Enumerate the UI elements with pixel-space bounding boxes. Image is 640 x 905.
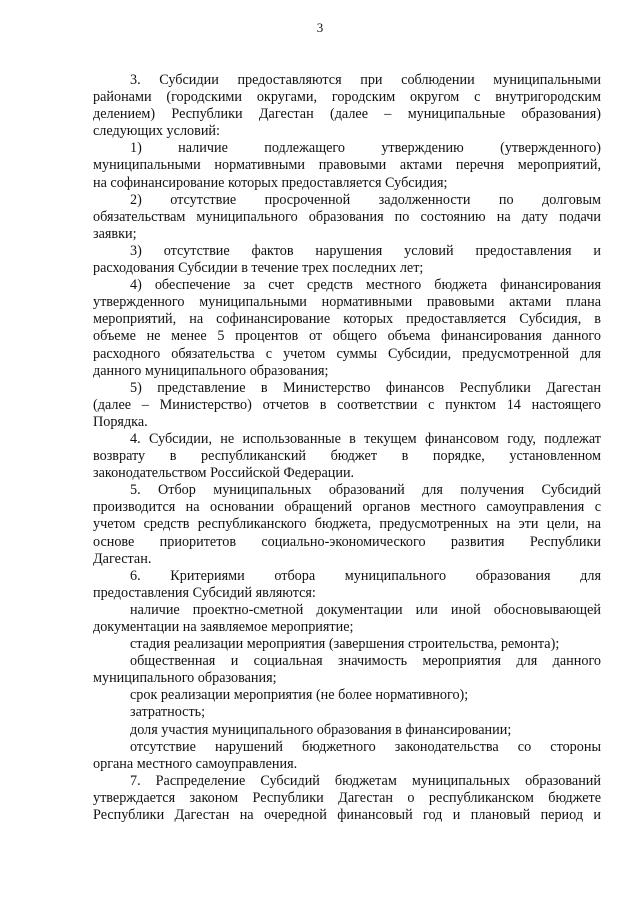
paragraph-line: предоставления Субсидий являются:: [93, 584, 316, 601]
paragraph-line: производится на основании обращений органов местного самоуправления с: [93, 499, 601, 516]
paragraph-line: 5. Отбор муниципальных образований для получения Субсидий: [130, 482, 601, 499]
paragraph-line: учетом средств республиканского бюджета, предусмотренных на эти цели, на: [93, 516, 601, 533]
paragraph-line: Порядка.: [93, 413, 148, 430]
condition-4: [93, 277, 601, 380]
paragraph-line: 4) обеспечение за счет средств местного бюджета финансирования: [130, 277, 601, 294]
paragraph-line: обязательствам муниципального образования по состоянию на дату подачи: [93, 208, 601, 225]
paragraph-line: 1) наличие подлежащего утверждению (утвержденного): [130, 140, 601, 157]
paragraph-line: наличие проектно-сметной документации или иной обосновывающей: [130, 601, 601, 618]
condition-2: [93, 192, 601, 243]
paragraph-line: 7. Распределение Субсидий бюджетам муниципальных образований: [130, 772, 601, 789]
criterion-7: [93, 739, 601, 773]
paragraph-line: законодательством Российской Федерации.: [93, 465, 355, 482]
condition-5: [93, 380, 601, 431]
paragraph-line: следующих условий:: [93, 123, 220, 140]
paragraph-line: муниципального образования;: [93, 670, 277, 687]
condition-1: [93, 140, 601, 191]
paragraph-line: 2) отсутствие просроченной задолженности по долговым: [130, 191, 601, 208]
paragraph-line: заявки;: [93, 225, 137, 242]
paragraph-line: органа местного самоуправления.: [93, 755, 298, 772]
paragraph-line: мероприятий, на софинансирование которых предоставляется Субсидия, в: [93, 311, 601, 328]
criterion-2: стадия реализации мероприятия (завершения строительства, ремонта);: [130, 636, 560, 653]
paragraph-line: общественная и социальная значимость мероприятия для данного: [130, 653, 601, 670]
paragraph-5: [93, 482, 601, 567]
paragraph-3: [93, 72, 601, 140]
criterion-4: срок реализации мероприятия (не более нормативного);: [130, 687, 469, 704]
criterion-3: [93, 653, 601, 687]
paragraph-line: (далее – Министерство) отчетов в соответствии с пунктом 14 настоящего: [93, 396, 601, 413]
paragraph-line: 3. Субсидии предоставляются при соблюдении муниципальными: [130, 72, 601, 88]
paragraph-line: делением) Республики Дагестан (далее – муниципальные образования): [93, 106, 601, 123]
paragraph-line: основе приоритетов социально-экономического развития Республики: [93, 533, 601, 550]
paragraph-6: [93, 568, 601, 602]
paragraph-7: [93, 773, 601, 824]
paragraph-line: Республики Дагестан на очередной финансовый год и плановый период и: [93, 807, 601, 824]
paragraph-line: утверждается законом Республики Дагестан о республиканском бюджете: [93, 789, 601, 806]
paragraph-4: [93, 431, 601, 482]
paragraph-line: объеме не менее 5 процентов от общего объема финансирования данного: [93, 328, 601, 345]
paragraph-line: 3) отсутствие фактов нарушения условий предоставления и: [130, 242, 601, 259]
paragraph-line: Дагестан.: [93, 550, 152, 567]
paragraph-line: на софинансирование которых предоставляется Субсидия;: [93, 174, 448, 191]
paragraph-line: возврату в республиканский бюджет в порядке, установленном: [93, 448, 601, 465]
page-number: 3: [316, 20, 324, 35]
criterion-1: [93, 602, 601, 636]
paragraph-line: 6. Критериями отбора муниципального образования для: [130, 567, 601, 584]
criterion-6: доля участия муниципального образования в финансировании;: [130, 721, 512, 738]
paragraph-line: данного муниципального образования;: [93, 362, 329, 379]
paragraph-line: утвержденного муниципальными нормативными правовыми актами плана: [93, 294, 601, 311]
criterion-5: затратность;: [130, 704, 206, 721]
paragraph-line: 5) представление в Министерство финансов Республики Дагестан: [130, 379, 601, 396]
paragraph-line: районами (городскими округами, городским округом с внутригородским: [93, 89, 601, 106]
paragraph-line: расходования Субсидии в течение трех последних лет;: [93, 260, 424, 277]
paragraph-line: отсутствие нарушений бюджетного законодательства со стороны: [130, 738, 601, 755]
paragraph-line: документации на заявляемое мероприятие;: [93, 619, 354, 635]
condition-3: [93, 243, 601, 277]
paragraph-line: муниципальными нормативными правовыми актами перечня мероприятий,: [93, 157, 601, 174]
paragraph-line: расходного обязательства с учетом суммы Субсидии, предусмотренной для: [93, 345, 601, 362]
paragraph-line: 4. Субсидии, не использованные в текущем финансовом году, подлежат: [130, 430, 601, 447]
document-body: [93, 72, 601, 824]
